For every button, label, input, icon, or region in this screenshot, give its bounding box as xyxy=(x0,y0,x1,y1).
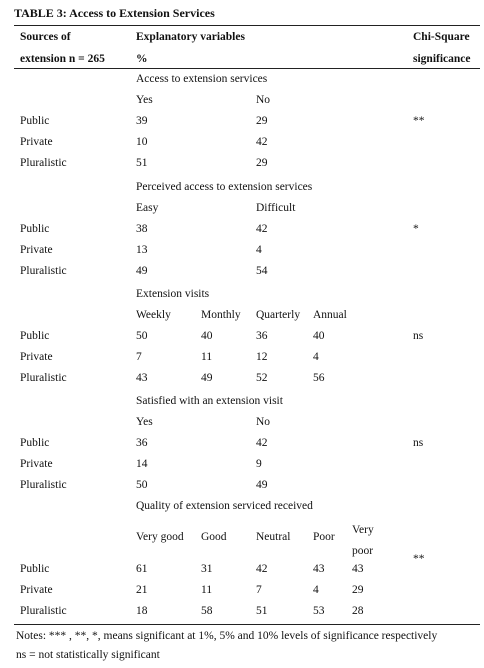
table-cell: 14 xyxy=(136,458,148,470)
table-cell: 36 xyxy=(136,437,148,449)
table-cell: 11 xyxy=(201,351,213,363)
section-heading: Perceived access to extension services xyxy=(136,181,313,193)
category-label: Weekly xyxy=(136,309,171,321)
significance-cell: ns xyxy=(413,330,424,342)
column-header-variables-line1: Explanatory variables xyxy=(136,31,245,43)
table-cell: 39 xyxy=(136,115,148,127)
table-cell: 4 xyxy=(313,584,319,596)
category-label: Neutral xyxy=(256,531,291,543)
category-label: Poor xyxy=(313,531,335,543)
category-label: Very poor xyxy=(352,524,374,557)
source-label: Pluralistic xyxy=(20,372,67,384)
section-heading: Satisfied with an extension visit xyxy=(136,395,283,407)
source-label: Private xyxy=(20,244,53,256)
table-cell: 43 xyxy=(313,563,325,575)
table-cell: 4 xyxy=(256,244,262,256)
significance-cell: ns xyxy=(413,437,424,449)
table-cell: 43 xyxy=(352,563,364,575)
source-label: Private xyxy=(20,351,53,363)
table-cell: 31 xyxy=(201,563,213,575)
table-cell: 7 xyxy=(256,584,262,596)
table-cell: 36 xyxy=(256,330,268,342)
table-cell: 29 xyxy=(256,157,268,169)
table-cell: 7 xyxy=(136,351,142,363)
category-label: No xyxy=(256,94,271,106)
source-label: Pluralistic xyxy=(20,265,67,277)
table-cell: 50 xyxy=(136,479,148,491)
significance-cell: ** xyxy=(413,553,425,565)
source-label: Public xyxy=(20,437,50,449)
table-top-rule xyxy=(14,25,480,26)
table-cell: 51 xyxy=(256,605,268,617)
section-heading: Extension visits xyxy=(136,288,210,300)
category-label: Yes xyxy=(136,416,153,428)
table-cell: 52 xyxy=(256,372,268,384)
category-label: Difficult xyxy=(256,202,296,214)
table-cell: 29 xyxy=(256,115,268,127)
source-label: Public xyxy=(20,223,50,235)
table-cell: 13 xyxy=(136,244,148,256)
header-bottom-rule xyxy=(14,68,480,69)
source-label: Private xyxy=(20,584,53,596)
table-cell: 53 xyxy=(313,605,325,617)
table-cell: 43 xyxy=(136,372,148,384)
source-label: Pluralistic xyxy=(20,157,67,169)
section-heading: Access to extension services xyxy=(136,73,268,85)
column-header-chi-square-line2: significance xyxy=(413,53,471,65)
table-cell: 38 xyxy=(136,223,148,235)
section-heading: Quality of extension serviced received xyxy=(136,500,313,512)
table-cell: 4 xyxy=(313,351,319,363)
category-label: Good xyxy=(201,531,227,543)
notes-ns: ns = not statistically significant xyxy=(16,649,160,661)
table-cell: 61 xyxy=(136,563,148,575)
table-cell: 50 xyxy=(136,330,148,342)
table-cell: 40 xyxy=(201,330,213,342)
table-cell: 11 xyxy=(201,584,213,596)
source-label: Public xyxy=(20,330,50,342)
table-cell: 9 xyxy=(256,458,262,470)
source-label: Public xyxy=(20,115,50,127)
table-cell: 49 xyxy=(256,479,268,491)
table-cell: 49 xyxy=(136,265,148,277)
significance-cell: * xyxy=(413,223,419,235)
significance-cell: ** xyxy=(413,115,425,127)
source-label: Public xyxy=(20,563,50,575)
table-cell: 54 xyxy=(256,265,268,277)
source-label: Pluralistic xyxy=(20,605,67,617)
table-cell: 42 xyxy=(256,136,268,148)
table-cell: 42 xyxy=(256,223,268,235)
table-cell: 40 xyxy=(313,330,325,342)
category-label: Monthly xyxy=(201,309,241,321)
source-label: Pluralistic xyxy=(20,479,67,491)
table-cell: 10 xyxy=(136,136,148,148)
table-cell: 58 xyxy=(201,605,213,617)
table-cell: 12 xyxy=(256,351,268,363)
source-label: Private xyxy=(20,136,53,148)
category-label: Quarterly xyxy=(256,309,301,321)
table-bottom-rule xyxy=(14,624,480,625)
notes-significance: Notes: *** , **, *, means significant at 1%, 5% and 10% levels of significance respectively xyxy=(16,630,438,642)
table-cell: 28 xyxy=(352,605,364,617)
category-label: Easy xyxy=(136,202,159,214)
table-cell: 29 xyxy=(352,584,364,596)
table-cell: 51 xyxy=(136,157,148,169)
table-cell: 42 xyxy=(256,563,268,575)
category-label: No xyxy=(256,416,271,428)
category-label: Annual xyxy=(313,309,347,321)
column-header-sources-line1: Sources of xyxy=(20,31,71,43)
source-label: Private xyxy=(20,458,53,470)
table-cell: 42 xyxy=(256,437,268,449)
category-label: Yes xyxy=(136,94,153,106)
table-cell: 49 xyxy=(201,372,213,384)
table-title: TABLE 3: Access to Extension Services xyxy=(14,6,215,20)
category-label: Very good xyxy=(136,531,184,543)
table-cell: 56 xyxy=(313,372,325,384)
column-header-variables-line2: % xyxy=(136,53,148,65)
column-header-chi-square-line1: Chi-Square xyxy=(413,31,470,43)
table-cell: 21 xyxy=(136,584,148,596)
column-header-sources-line2: extension n = 265 xyxy=(20,53,105,65)
table-cell: 18 xyxy=(136,605,148,617)
